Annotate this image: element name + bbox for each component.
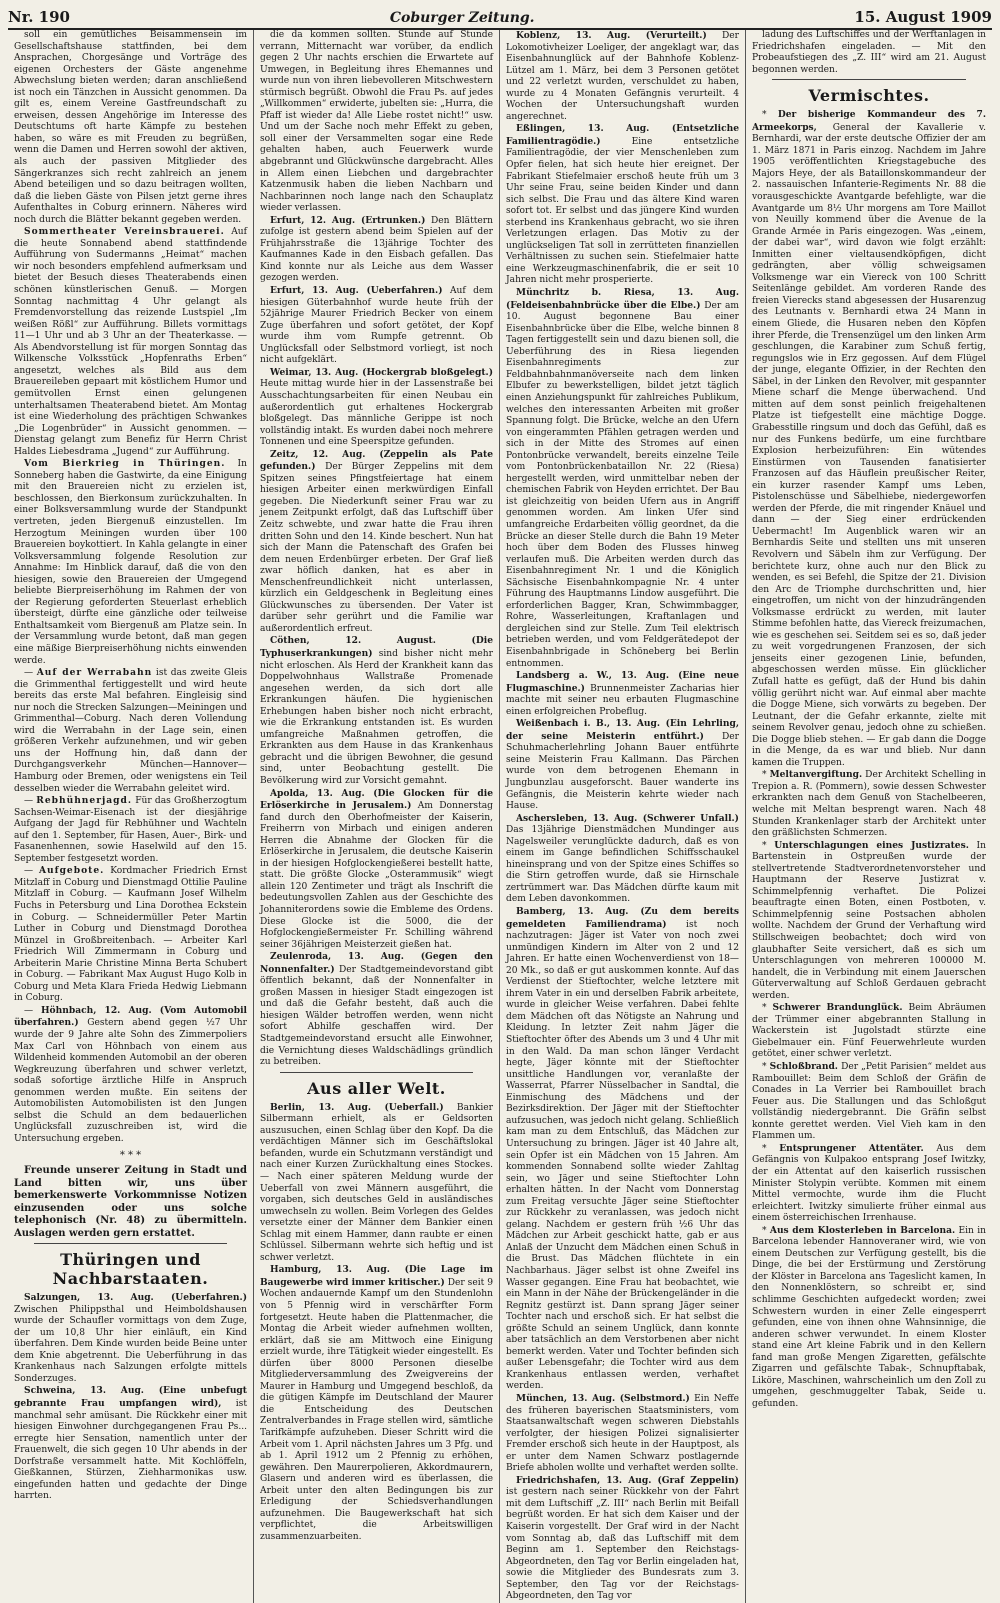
article <box>260 635 493 787</box>
article-body: Der am 10. August begonnene Bau einer Eisenbahnbrücke über die Elbe, welche binnen 8 Tagen fertiggestellt sein und dazu bienen soll, die Ueberführung des in Riesa liegenden Eisenbahnregiments zur Feldbahnbahnmanöverseite nach dem linken Elbufer zu bewerkstelligen, bildet jetzt täglich einen Anziehungspunkt für zahlreiches Publikum, welches den interessanten Arbeiten mit großer Spannung folgt. Die Brücke, welche an den Ufern von eingerammten Pfählen getragen werden und sich in der Mitte des Stromes auf einen Pontonbrücke verwandelt, bereits einzelne Teile vom Pontonbrückenbataillon Nr. 22 (Riesa) hergestellt werden, wird unmittelbar neben der chemischen Fabrik von Heyden errichtet. Der Bau ist gleichzeitig von beiden Ufern aus in Angriff genommen worden. Am linken Ufer sind umfangreiche Erdarbeiten völlig geordnet, da die Brücke an dieser Stelle durch die Bahn 19 Meter hoch über dem Boden des Flusses hinweg verlaufen muß. Die Arbeiten werden durch das Eisenbahnregiment Nr. 1 und die Königlich Sächsische Eisenbahnkompagnie Nr. 4 unter Führung des Hauptmanns Lindow ausgeführt. Die erforderlichen Bagger, Kran, Schwimmbagger, Rohre, Wasserleitungen, Kraftanlagen und dergleichen sind zur Stelle. Zum Teil elektrisch betrieben werden, und vom Feldgerätedepot der Eisenbahnbrigade in Schöneberg bei Berlin entnommen. <box>506 300 739 669</box>
article-body: Ein in Barcelona lebender Hannoveraner wird, wie von einem Deutschen zur Verfügung gestellt, bis die Dinge, die bei der Erstürmung und Zerstörung der Klöster in Barcelona ans Tageslicht kamen, In den Nonnenklöstern, so schreibt er, sind schlimme Geschichten aufgedeckt worden; zwei Schwestern wurden in einer Zelle eingesperrt gefunden, eine von ihnen ohne Wahnsinnige, die anderen schwer verwundet. In einem Kloster stand eine Art kleine Fabrik und in den Kellern fand man große Mengen Zigaretten, gefälschte Zigarren und gefälschte Tabak-, Schnupftabak, Liköre, Maschinen, wahrscheinlich um den Zoll zu umgehen, geschmuggelter Tabak, Seide u. gefunden. <box>752 1225 987 1409</box>
article-body: In Bartenstein in Ostpreußen wurde der stellvertretende Stadtverordnetenvorsteher und Hauptmann der Reserve Justizrat v. Schimmelpfennig verhaftet. Die Polizei beauftragte einen Boten, einen Postboten, v. Schimmelpfennig seine Postsachen abholen wollte. Nachdem der Grund der Verhaftung wird Stillschweigen beobachtet; doch wird von glaubhafter Seite versichert, daß es sich um Unterschlagungen von mehreren 100000 M. handelt, die in Verbindung mit einem Jauerschen Güterverwaltung auf Schloß Gerdauen gebracht werden. <box>752 840 986 1001</box>
article <box>14 1292 247 1385</box>
article-heading: Bamberg, 13. Aug. (Zu dem bereits gemeldeten Familiendrama) <box>506 906 739 930</box>
article-heading: Schweina, 13. Aug. (Eine unbefugt gebrannte Frau umpfangen wird), <box>14 1385 247 1409</box>
article-body: ist manchmal sehr amüsant. Die Rückkehr einer mit hiesigen Einwohner durchgegangenen Frau Ps... erregte hier Sensation, namentlich unter der Frauenwelt, die sich gegen 10 Uhr abends in der Dorfstraße versammelt hatte. Mit Kochlöffeln, Gießkannen, Stürzen, Ziehharmonikas usw. eingefunden hatten und gedachte der Dinge harrten. <box>14 1398 247 1502</box>
article: * Entsprungener Attentäter. Aus dem Gefängnis von Kulpakoo entsprang Josef Iwitzky, der ein Attentat auf den kaiserlich russischen Minister Stolypin verübte. Kommen mit einem Mittel vermochte, wurde ihm die Flucht erleichtert. Iwitzky simulierte früher einmal aus einem österreichischen Irrenhause. <box>752 1142 986 1224</box>
article-body: Das 13jährige Dienstmädchen Mundinger aus Nagelsweiler verunglückte dadurch, daß es von einem im Gange befindlichen Schiffsschaukel hineinsprang und von der Spitze eines Schiffes so die Stirn getroffen wurde, daß sie Hirnschale zertrümmert war. Das Mädchen dürfte kaum mit dem Leben davonkommen. <box>506 825 739 905</box>
article <box>260 1264 493 1543</box>
article-body: General der Kavallerie v. Bernhardi, war der erste deutsche Offizier der am 1. März 1871 in Paris einzog. Nachdem im Jahre 1905 veröffentlichten Kriegstagebuche des Majors Heye, der als Bataillonskommandeur der 2. nassauischen Infanterie-Regiments Nr. 88 die vorausgeschickte Avantgarde befehligte, war die Avantgarde um 8½ Uhr morgens am Tore Maillot von Neuilly kommend über die Avenue de la Grande Armée in Paris eingezogen. Was „einem, der dabei war“, wird davon wie folgt erzählt: Inmitten einer vieltausendköpfigen, dicht gedrängten, aber völlig schweigsamen Volksmenge war ein Viereck von 100 Schritt Seitenlänge gebildet. Am vorderen Rande des freien Vierecks stand abgesessen der Husarenzug des Leutnants v. Bernhardi etwa 24 Mann in einem Gliede, die Husaren neben den Köpfen ihrer Pferde, die Trensenzügel um den linken Arm geschlungen, die Karabiner zum Schuß fertig, regungslos wie in Erz gegossen. Auf dem Flügel der junge, elegante Offizier, in der Rechten den Säbel, in der Linken den Revolver, mit gespannter Miene scharf die Menge überwachend. Und mitten auf dem sonst peinlich freigehaltenen Platze ist tiefgestellt eine mächtige Dogge. Grabesstille ringsum und doch das Gefühl, daß es nur des Funkens bedürfe, um eine furchtbare Explosion herbeizuführen: Ein wütendes Einstürmen von Tausenden fanatisierter Franzosen auf das Häuflein preußischer Reiter, ein kurzer rasender Kampf ums Leben, Pistolenschüsse und Säbelhiebe, niedergeworfen werden der Pferde, die mit ringender Knäuel und dann — der Sieg einer erdrückenden Uebermacht! Im Augenblick waren wir an Bernhardis Seite und stellten uns mit unseren Revolvern und Säbeln ihm zur Verfügung. Der berichtete kurz, ohne auch nur den Blick zu wenden, es sei Befehl, die Spitze der 21. Division den Arc de Triomphe durchschritten und, hier eingetroffen, um nicht von der hinzudrängenden Volksmasse erdrückt zu werden, mit lauter Stimme befohlen hatte, das Viereck freizumachen, wie es geschehen sei. Seitdem sei es so, daß jeder zu weit vorgedrungenen Franzosen, der sich jenseits einer gezogenen Linie, befunden, abgeschossen werden müsse. Ein glücklicher Zufall hatte es gefügt, daß der Hund bis dahin völlig gerührt nicht war. Auf einmal aber machte die Dogge Miene, sich vorwärts zu begeben. Der Leutnant, der die Gefahr erkannte, zielte mit seinem Revolver genau, jedoch ohne zu schießen. Die Dogge blieb stehen. — Er gab dann die Dogge in die Menge, da es war und blieb. Nur dann kamen die Truppen. <box>752 122 986 768</box>
article-heading: Aus dem Klosterleben in Barcelona. <box>769 1224 956 1236</box>
article <box>260 449 493 636</box>
article <box>260 788 493 952</box>
divider <box>34 1243 227 1244</box>
article-body: sind bisher nicht mehr nicht erloschen. Als Herd der Krankheit kann das Doppelwohnhaus Wallstraße Promenade angesehen werden, da sich dort alle Erkrankungen häufen. Die hygienischen Erhebungen haben bisher noch nicht erbracht, wie die Erkrankung entstanden ist. Es wurden umfangreiche Maßnahmen getroffen, die Erkrankten aus dem Hause in das Krankenhaus gebracht und die übrigen Bewohner, die gesund sind, unter Beobachtung gestellt. Die Bevölkerung wird zur Vorsicht gemahnt. <box>260 648 493 786</box>
article-body: Bankier Silbermann erhielt, als er Geldsorten auszusuchen, einen Schlag über den Kopf. Da die verdächtigen Männer sich im Geschäftslokal befanden, wurde ein Schutzmann verständigt und nach einer Kurzen Zurückhaltung eines Stockes. — Nach einer späteren Meldung wurde der Ueberfall von zwei Männern ausgeführt, die vorgaben, sich deutsches Geld in ausländisches umwechseln zu wollen. Beim Vorlegen des Geldes versetzte einer der Männer dem Bankier einen Schlag mit einem Hammer, dann raubte er einen Schlüssel. Silbermann wehrte sich heftig und ist schwer verletzt. <box>260 1102 493 1263</box>
article-body: Brunnenmeister Zacharias hier machte mit seiner neu erbauten Flugmaschine einen erfolgreichen Probeflug. <box>506 683 739 717</box>
article-heading: Erfurt, 12. Aug. (Ertrunken.) <box>270 214 426 226</box>
article <box>506 1393 739 1475</box>
article-heading: Entsprungener Attentäter. <box>779 1142 924 1154</box>
column-4 <box>746 30 992 1603</box>
article-body: Kordmacher Friedrich Ernst Mitzlaff in Coburg und Dienstmagd Ottilie Pauline Mitzlaff in Coburg. — Kaufmann Josef Wilhelm Fuchs in Petersburg und Lina Dorothea Eckstein in Coburg. — Schneidermüller Peter Martin Luther in Coburg und Dienstmagd Dorothea Münzel in Großbreitenbach. — Arbeiter Karl Friedrich Will Zimmermann in Coburg und Arbeiterin Marie Christine Minna Berta Schubert in Coburg. — Fabrikant Max August Hugo Kolb in Coburg und Meta Klara Frieda Hedwig Liebmann in Coburg. <box>14 866 247 1004</box>
article-heading: Weimar, 13. Aug. (Hockergrab bloßgelegt.) <box>270 366 493 378</box>
article-heading: Erfurt, 13. Aug. (Ueberfahren.) <box>270 285 443 297</box>
divider <box>280 1072 473 1073</box>
article: — Höhnbach, 12. Aug. (Vom Automobil überfahren.) Gestern abend gegen ½7 Uhr wurde der 9 Jahre alte Sohn des Zimmerpoliers Max Carl von Höhnbach von einem aus Wildenheid kommenden Automobil an der oberen Wegkreuzung überfahren und schwer verletzt, sodaß sofortige ärztliche Hilfe in Anspruch genommen werden mußte. Ein seitens der Automobilisten Automobilisten ist den Jungen selbst die Schuld an dem bedauerlichen Unglücksfall zuzuschreiben ist, wird die Untersuchung ergeben. <box>14 1004 247 1144</box>
article-heading: Rebhühnerjagd. <box>36 795 133 807</box>
article-heading: Schloßbrand. <box>769 1061 838 1073</box>
article-heading: Landsberg a. W., 13. Aug. (Eine neue Flugmaschine.) <box>506 670 739 694</box>
article-heading: Vom Bierkrieg in Thüringen. <box>24 458 226 470</box>
article-body: Beim Abräumen der Trümmer einer abgebrannten Stallung in Wackerstein ist Jugolstadt stürzte eine Giebelmauer ein. Fünf Feuerwehrleute wurden getötet, einer schwer verletzt. <box>752 1003 986 1060</box>
article-body: ist das zweite Gleis die Grimmenthal fertiggestellt und wird heute bereits das erste Mal befahren. Eingleisig sind nur noch die Strecken Salzungen—Meiningen und Grimmenthal—Coburg. Nach deren Vollendung wird die Werrabahn in der Lage sein, einen größeren Verkehr aufzunehmen, und wir geben uns der Hoffnung hin, daß dann der Durchgangsverkehr München—Hannover—Hamburg oder Bremen, oder wenigstens ein Teil desselben wieder die Werrabahn geleitet wird. <box>14 668 247 794</box>
article-body: ist noch nachzutragen: Jäger ist Vater von noch zwei unmündigen Kindern im Alter von 2 und 12 Jahren. Er hatte einen Wochenverdienst von 18—20 Mk., so daß er gut auskommen konnte. Auf das Verdienst der Stieftochter, welche letztere mit ihrem Vater in ein und derselben Fabrik arbeitete, wurde in gleicher Weise verfahren. Dabei fehlte dem Mädchen oft das Nötigste an Nahrung und Kleidung. In letzter Zeit nahm Jäger die Stieftochter öfter des Abends um 3 und 4 Uhr mit in den Wald. Da man schon länger Verdacht hegte, Jäger könnte mit der Stieftochter unsittliche Handlungen vor, veranlaßte der Wasserrat, Pfarrer Nüsselbacher in Sandtal, die Einmischung des Mädchens und der Bezirksdirektion. Der Jäger mit der Stieftochter aufzusuchen, was jedoch nicht gelang. Schließlich kam man zu dem Entschluß, das Mädchen zur Untersuchung zu bringen. Jäger ist 40 Jahre alt, sein Opfer ist ein Mädchen von 15 Jahren. Am kommenden Sonnabend sollte wieder Zahltag sein, wo Jäger und seine Stieftochter Lohn erhalten hätten. In der Nacht vom Donnerstag zum Freitag versuchte Jäger seine Stieftochter zur Rückkehr zu veranlassen, was jedoch nicht gelang. Nachdem er gestern früh ½6 Uhr das Mädchen zur Arbeit geschickt hatte, gab er aus Anlaß der Unzucht dem Mädchen einen Schuß in die Brust. Das Mädchen flüchtete in ein Nachbarhaus. Jäger selbst ist ohne Zweifel ins Wasser gegangen. Eine Frau hat beobachtet, wie ein Mann in der Nähe der Brückengeländer in die Regnitz gestürzt ist. Dann sprang Jäger seiner Tochter nach und erschoß sich. Er hat selbst die größte Schuld an seinem Unglück, dann konnte aber tatsächlich an dem Verstorbenen aber nicht bemerkt werden. Vater und Tochter befinden sich außer Lebensgefahr; die Tochter wird aus dem Krankenhaus entlassen werden, verhaftet werden. <box>506 919 739 1392</box>
article <box>506 813 739 906</box>
article-heading: Cöthen, 12. August. (Die Typhuserkrankungen) <box>260 635 493 659</box>
article-body: Der Schuhmacherlehrling Johann Bauer entführte seine Meisterin Frau Kallmann. Das Pärchen wurde von dem betrogenen Ehemann in Jungbunzlau ausgeforscht. Bauer wanderte ins Gefängnis, die Meisterin kehrte wieder nach Hause. <box>506 731 739 812</box>
article: * Der bisherige Kommandeur des 7. Armeekorps, General der Kavallerie v. Bernhardi, war der erste deutsche Offizier der am 1. März 1871 in Paris einzog. Nachdem im Jahre 1905 veröffentlichten Kriegstagebuche des Majors Heye, der als Bataillonskommandeur der 2. nassauischen Infanterie-Regiments Nr. 88 die vorausgeschickte Avantgarde befehligte, war die Avantgarde um 8½ Uhr morgens am Tore Maillot von Neuilly kommend über die Avenue de la Grande Armée in Paris eingezogen. Was „einem, der dabei war“, wird davon wie folgt erzählt: Inmitten einer vieltausendköpfigen, dicht gedrängten, aber völlig schweigsamen Volksmenge war ein Viereck von 100 Schritt Seitenlänge gebildet. Am vorderen Rande des freien Vierecks stand abgesessen der Husarenzug des Leutnants v. Bernhardi etwa 24 Mann in einem Gliede, die Husaren neben den Köpfen ihrer Pferde, die Trensenzügel um den linken Arm geschlungen, die Karabiner zum Schuß fertig, regungslos wie in Erz gegossen. Auf dem Flügel der junge, elegante Offizier, in der Rechten den Säbel, in der Linken den Revolver, mit gespannter Miene scharf die Menge überwachend. Und mitten auf dem sonst peinlich freigehaltenen Platze ist tiefgestellt eine mächtige Dogge. Grabesstille ringsum und doch das Gefühl, daß es nur des Funkens bedürfe, um eine furchtbare Explosion herbeizuführen: Ein wütendes Einstürmen von Tausenden fanatisierter Franzosen auf das Häuflein preußischer Reiter, ein kurzer rasender Kampf ums Leben, Pistolenschüsse und Säbelhiebe, niedergeworfen werden der Pferde, die mit ringender Knäuel und dann — der Sieg einer erdrückenden Uebermacht! Im Augenblick waren wir an Bernhardis Seite und stellten uns mit unseren Revolvern und Säbeln ihm zur Verfügung. Der berichtete kurz, ohne auch nur den Blick zu wenden, es sei Befehl, die Spitze der 21. Division den Arc de Triomphe durchschritten und, hier eingetroffen, um nicht von der hinzudrängenden Volksmasse erdrückt zu werden, mit lauter Stimme befohlen hatte, das Viereck freizumachen, wie es geschehen sei. Seitdem sei es so, daß jeder zu weit vorgedrungenen Franzosen, der sich jenseits einer gezogenen Linie, befunden, abgeschossen werden müsse. Ein glücklicher Zufall hatte es gefügt, daß der Hund bis dahin völlig gerührt nicht war. Auf einmal aber machte die Dogge Miene, sich vorwärts zu begeben. Der Leutnant, der die Gefahr erkannte, zielte mit seinem Revolver genau, jedoch ohne zu schießen. Die Dogge blieb stehen. — Er gab dann die Dogge in die Menge, da es war und blieb. Nur dann kamen die Truppen. <box>752 109 986 768</box>
article-heading: Weißenbach i. B., 13. Aug. (Ein Lehrling, der seine Meisterin entführt.) <box>506 718 739 742</box>
article-body: Gestern abend gegen ½7 Uhr wurde der 9 Jahre alte Sohn des Zimmerpoliers Max Carl von Höhnbach von einem aus Wildenheid kommenden Automobil an der oberen Wegkreuzung überfahren und schwer verletzt, sodaß sofortige ärztliche Hilfe in Anspruch genommen werden mußte. Ein seitens der Automobilisten Automobilisten ist den Jungen selbst die Schuld an dem bedauerlichen Unglücksfall zuzuschreiben ist, wird die Untersuchung ergeben. <box>14 1018 247 1144</box>
article <box>506 30 739 123</box>
article <box>506 287 739 670</box>
article <box>506 1475 739 1603</box>
article-heading: Aufgebote. <box>38 865 105 877</box>
article: — Rebhühnerjagd. Für das Großherzogtum Sachsen-Weimar-Eisenach ist der diesjährige Aufgang der Jagd für Rebhühner und Wachteln auf den 1. September, für Hasen, Auer-, Birk- und Fasanenhennen, sowie Haselwild auf den 15. September festgesetzt worden. <box>14 795 247 864</box>
article-body: Für das Großherzogtum Sachsen-Weimar-Eisenach ist der diesjährige Aufgang der Jagd für Rebhühner und Wachteln auf den 1. September, für Hasen, Auer-, Birk- und Fasanenhennen, sowie Haselwild auf den 15. September festgesetzt worden. <box>14 796 247 864</box>
article-body: In Sonneberg haben die Gastwirte, da eine Einigung mit den Brauereien nicht zu erzielen ist, beschlossen, den Bierkonsum zurückzuhalten. In einer Bolksversammlung wurde der Standpunkt vertreten, jeden Biergenuß einzustellen. Im Herzogtum Meiningen wurden über 100 Brauereien boykottiert. In Kahla gelangte in einer Volksversammlung folgende Resolution zur Annahme: Im Hinblick darauf, daß die von den hiesigen, sowie den Brauereien der Umgegend beliebte Bierpreiserhöhung im Rahmen der von der Regierung geforderten Steuerlast erheblich übersteigt, dürfte eine gänzliche oder teilweise Enthaltsamkeit vom Biergenuß am Platze sein. In der Versammlung wurde betont, daß man gegen eine mäßige Bierpreiserhöhung nichts einwenden werde. <box>14 459 247 666</box>
article-body: Ein Neffe des früheren bayerischen Staatsministers, vom Staatsanwaltschaft wegen schweren Diebstahls verfolgter, der hiesigen Polizei signalisierter Fremder erschoß sich heute in der Hauptpost, als er unter dem Namen Schwarz postlagernde Briefe abholen wollte und verhaftet werden sollte. <box>506 1393 739 1474</box>
article: * Schloßbrand. Der „Petit Parisien“ meldet aus Rambouillet: Beim dem Schloß der Gräfin de Conades in La Verrier bei Rambouillet brach Feuer aus. Die Stallungen und das Schloßgut vollständig niedergebrannt. Die Gräfin selbst konnte gerettet werden. Viel Vieh kam in den Flammen um. <box>752 1061 986 1142</box>
article-heading: München, 13. Aug. (Selbstmord.) <box>516 1392 690 1404</box>
article <box>260 215 493 285</box>
article-heading: Koblenz, 13. Aug. (Verurteilt.) <box>516 30 707 41</box>
article: — Auf der Werrabahn ist das zweite Gleis die Grimmenthal fertiggestellt und wird heute bereits das erste Mal befahren. Eingleisig sind nur noch die Strecken Salzungen—Meiningen und Grimmenthal—Coburg. Nach deren Vollendung wird die Werrabahn in der Lage sein, einen größeren Verkehr aufzunehmen, und wir geben uns der Hoffnung hin, daß dann der Durchgangsverkehr München—Hannover—Hamburg oder Bremen, oder wenigstens ein Teil desselben wieder die Werrabahn geleitet wird. <box>14 667 247 794</box>
article-heading: Höhnbach, 12. Aug. (Vom Automobil überfahren.) <box>14 1004 247 1029</box>
article-heading: Salzungen, 13. Aug. (Ueberfahren.) <box>24 1292 247 1304</box>
column-3 <box>500 30 746 1603</box>
article-heading: Apolda, 13. Aug. (Die Glocken für die Erlöserkirche in Jerusalem.) <box>260 787 493 812</box>
article-body: Den Blättern zufolge ist gestern abend beim Spielen auf der Frühjahrsstraße die 13jährige Tochter des Kaufmannes Kade in den Eisbach gefallen. Das Kind konnte nur als Leiche aus dem Wasser gezogen werden. <box>260 215 493 284</box>
article-body: ist gestern nach seiner Rückkehr von der Fahrt mit dem Luftschiff „Z. III“ nach Berlin mit Beifall begrüßt worden. Er hat sich dem Kaiser und der Kaiserin vorgestellt. Der Graf wird in der Nacht vom Sonntag ab, daß das Luftschiff mit dem Beginn am 1. September den Reichstags-Abgeordneten, den Tag vor Berlin eingeladen hat, sowie die Mitglieder des Bundesrats zum 3. September, den Tag vor der Reichstags-Abgeordneten, den Tag vor <box>506 1487 739 1602</box>
article: * Meltanvergiftung. Der Architekt Schelling in Trepion a. R. (Pommern), sowie dessen Schwester erkrankten nach dem Genuß von Stachelbeeren, welche mit Meltan besprengt waren. Nach 48 Stunden Krankenlager starb der Architekt unter den gräßlichsten Schmerzen. <box>752 769 986 839</box>
article <box>506 718 739 812</box>
article-heading: Hamburg, 13. Aug. (Die Lage im Baugewerbe wird immer kritischer.) <box>260 1264 493 1288</box>
article <box>260 951 493 1068</box>
article-body: Der Architekt Schelling in Trepion a. R. (Pommern), sowie dessen Schwester erkrankten nach dem Genuß von Stachelbeeren, welche mit Meltan besprengt waren. Nach 48 Stunden Krankenlager starb der Architekt unter den gräßlichsten Schmerzen. <box>752 770 986 839</box>
article: — Aufgebote. Kordmacher Friedrich Ernst Mitzlaff in Coburg und Dienstmagd Ottilie Pauline Mitzlaff in Coburg. — Kaufmann Josef Wilhelm Fuchs in Petersburg und Lina Dorothea Eckstein in Coburg. — Schneidermüller Peter Martin Luther in Coburg und Dienstmagd Dorothea Münzel in Großbreitenbach. — Arbeiter Karl Friedrich Will Zimmermann in Coburg und Arbeiterin Marie Christine Minna Berta Schubert in Coburg. — Fabrikant Max August Hugo Kolb in Coburg und Meta Klara Frieda Hedwig Liebmann in Coburg. <box>14 865 247 1004</box>
article-heading: Friedrichshafen, 13. Aug. (Graf Zeppelin) <box>516 1474 739 1486</box>
article-text: die da kommen sollten. Stunde auf Stunde verrann, Mitternacht war vorüber, da endlich gegen 2 Uhr nachts erschien die Erwartete auf Umwegen, in Begleitung ihres Ehemannes und wurde nun von ihren liebevolleren Mitschwestern stürmisch begrüßt. Obwohl die Frau Ps. auf jedes „Willkommen“ erwiderte, jubelten sie: „Hurra, die Pfaff ist wieder da! Alle Liebe rostet nicht!“ usw. Und um der Sache noch mehr Effekt zu geben, soll einer der Versammelten sogar eine Rede gehalten haben, auch Feuerwerk wurde abgebrannt und Glückwünsche dargebracht. Alles in Allem einen Liebchen und dargebrachter Katzenmusik haben die lieben Nachbarn und Nachbarinnen noch lange nach den Schauplatz wieder verlassen. <box>260 30 493 214</box>
article-heading: Der bisherige Kommandeur des 7. Armeekorps, <box>752 109 986 133</box>
article <box>506 906 739 1393</box>
article-heading: Meltanvergiftung. <box>769 769 863 781</box>
article-body: Zwischen Philippsthal und Heimboldshausen wurde der Schaufler vormittags von dem Zuge, der um 10,8 Uhr hier einläuft, ein Kind überfahren. Dem Kinde wurden beide Beine unter dem Knie abgetrennt. Die Ueberführung in das Krankenhaus nach Salzungen erfolgte mittels Sonderzuges. <box>14 1304 247 1384</box>
section-heading: Aus aller Welt. <box>307 1078 446 1098</box>
article-heading: Schwerer Brandunglück. <box>772 1002 903 1014</box>
article-body: Der Lokomotivheizer Loeliger, der angeklagt war, das Eisenbahnunglück auf der Bahnhofe Koblenz-Lützel am 1. März, bei dem 3 Personen getötet und 22 verletzt wurden, verschuldet zu haben, wurde zu 4 Monaten Gefängnis verurteilt. 4 Wochen der Untersuchungshaft wurden angerechnet. <box>506 31 739 122</box>
article-body: Aus dem Gefängnis von Kulpakoo entsprang Josef Iwitzky, der ein Attentat auf den kaiserlich russischen Minister Stolypin verübte. Kommen mit einem Mittel vermochte, wurde ihm die Flucht erleichtert. Iwitzky simulierte früher einmal aus einem österreichischen Irrenhause. <box>752 1143 986 1224</box>
article-heading: Zeulenroda, 13. Aug. (Gegen den Nonnenfalter.) <box>260 951 493 975</box>
article-text: ladung des Luftschiffes und der Werftanlagen in Friedrichshafen eingeladen. — Mit den Probeaufstiegen des „Z. III“ wird am 21. August begonnen werden. <box>752 30 986 75</box>
article: * Unterschlagungen eines Justizrates. In Bartenstein in Ostpreußen wurde der stellvertretende Stadtverordnetenvorsteher und Hauptmann der Reserve Justizrat v. Schimmelpfennig verhaftet. Die Polizei beauftragte einen Boten, einen Postboten, v. Schimmelpfennig seine Postsachen abholen wollte. Nachdem der Grund der Verhaftung wird Stillschweigen beobachtet; doch wird von glaubhafter Seite versichert, daß es sich um Unterschlagungen von mehreren 100000 M. handelt, die in Verbindung mit einem Jauerschen Güterverwaltung auf Schloß Gerdauen gebracht werden. <box>752 839 986 1001</box>
article-heading: Sommertheater Vereinsbrauerei. <box>24 226 225 238</box>
article: * Aus dem Klosterleben in Barcelona. Ein in Barcelona lebender Hannoveraner wird, wie von einem Deutschen zur Verfügung gestellt, bis die Dinge, die bei der Erstürmung und Zerstörung der Klöster in Barcelona ans Tageslicht kamen, In den Nonnenklöstern, so schreibt er, sind schlimme Geschichten aufgedeckt worden; zwei Schwestern wurden in einer Zelle eingesperrt gefunden, eine von ihnen ohne Wahnsinnige, die anderen schwer verwundet. In einem Kloster stand eine Art kleine Fabrik und in den Kellern fand man große Mengen Zigaretten, gefälschte Zigarren und gefälschte Tabak-, Schnupftabak, Liköre, Maschinen, wahrscheinlich um den Zoll zu umgehen, geschmuggelter Tabak, Seide u. gefunden. <box>752 1224 987 1409</box>
article <box>506 123 739 287</box>
article <box>260 367 493 449</box>
article-body: Auf die heute Sonnabend abend stattfindende Aufführung von Sudermanns „Heimat“ machen wir noch besonders empfehlend aufmerksam und bietet der Besuch dieses Theaterabends einen schönen künstlerischen Genuß. — Morgen Sonntag nachmittag 4 Uhr gelangt als Fremdenvorstellung das reizende Lustspiel „Im weißen Rößl“ zur Aufführung. Billets vormittags 11—1 Uhr und ab 3 Uhr an der Theaterkasse. — Als Abendvorstellung ist für morgen Sonntag das Wilkensche Volksstück „Hopfenraths Erben“ angesetzt, welches als Bild aus dem Brauereileben gepaart mit köstlichem Humor und gemütvollen Ernst einen gelungenen unterhaltsamen Theaterabend bietet. Am Montag ist eine Wiederholung des prächtigen Schwankes „Die Logenbrüder“ in Aussicht genommen. — Dienstag gelangt zum Benefiz für Herrn Christ Haldes Liebesdrama „Jugend“ zur Aufführung. <box>14 227 247 457</box>
divider <box>772 79 966 80</box>
article: * Schwerer Brandunglück. Beim Abräumen der Trümmer einer abgebrannten Stallung in Wackerstein ist Jugolstadt stürzte eine Giebelmauer ein. Fünf Feuerwehrleute wurden getötet, einer schwer verletzt. <box>752 1002 986 1060</box>
section-heading: Thüringen und Nachbarstaaten. <box>52 1250 209 1289</box>
article-heading: Münchritz b. Riesa, 13. Aug. (Feldeisenbahnbrücke über die Elbe.) <box>506 287 739 311</box>
article-body: Der Stadtgemeindevorstand gibt öffentlich bekannt, daß der Nonnenfalter in großen Massen in hiesiger Stadt eingezogen ist und daß die Gefahr besteht, daß auch die hiesigen Wälder betroffen werden, wenn nicht sofort Abhilfe geschaffen wird. Der Stadtgemeindevorstand ersucht alle Einwohner, die Vernichtung dieses Waldschädlings gründlich zu betreiben. <box>260 964 493 1068</box>
column-1 <box>8 30 254 1603</box>
article-heading: Aschersleben, 13. Aug. (Schwerer Unfall.) <box>516 812 739 824</box>
column-2 <box>254 30 500 1603</box>
article-body: Am Donnerstag fand durch den Oberhofmeister der Kaiserin, Freiherrn von Mirbach und einigen anderen Herren die Abnahme der Glocken für die Erlöserkirche in Jerusalem, die deutsche Kaiserin in der hiesigen Hofglockengießerei bestellt hatte, statt. Die größte Glocke „Osterammusik“ wiegt allein 120 Zentimeter und trägt als Inschrift die bedeutungsvollen Zahlen aus der Geschichte des Johanniterordens sowie die Embleme des Ordens. Diese Glocke ist die 5000, die der Hofglockengießermeister Fr. Schilling während seiner 36jährigen Meisterzeit gießen hat. <box>260 801 493 950</box>
page-columns <box>8 30 992 1602</box>
article <box>14 1385 247 1502</box>
article-heading: Eßlingen, 13. Aug. (Entsetzliche Familientragödie.) <box>506 123 739 147</box>
article <box>14 226 247 458</box>
masthead <box>8 4 992 30</box>
article-heading: Berlin, 13. Aug. (Ueberfall.) <box>270 1101 444 1113</box>
article <box>14 458 247 667</box>
article-body: Heute mittag wurde hier in der Lassenstraße bei Ausschachtungsarbeiten für einen Neubau ein außerordentlich gut erhaltenes Hockergrab bloßgelegt. Das männliche Gerippe ist noch vollständig intakt. Es wurden dabei noch mehrere Tonnenen und eine Speerspitze gefunden. <box>260 379 493 448</box>
article-body: Der seit 9 Wochen andauernde Kampf um den Stundenlohn von 5 Pfennig wird in verschärfter Form fortgesetzt. Heute haben die Plattenmacher, die Montag die Arbeit wieder aufnehmen wollten, erklärt, daß sie am Mittwoch eine Einigung erzielt wurde, ihre Tätigkeit wieder eingestellt. Es dürfen über 8000 Personen dieselbe Mitgliederversammlung des Zweigvereins der Maurer in Hamburg und Umgegend beschloß, da die gütigen Kämpfe im Deutschland der Maurer die Entscheidung des Deutschen Zentralverbandes in Frage stellen wird, sämtliche Tarifkämpfe aufzuheben. Dieser Schritt wird die Arbeit vom 1. April nächsten Jahres um 3 Pfg. und ab 1. April 1912 um 2 Pfennig zu erhöhen, gewähren. Den Maurerpolieren, Akkordmaurern, Glasern und anderen wird es überlassen, die Arbeit unter den alten Bedingungen bis zur Erledigung der Schiedsverhandlungen aufzunehmen. Die Baugewerkschaft hat sich verpflichtet, die Arbeitswilligen zusammenzuarbeiten. <box>260 1277 493 1542</box>
article-body: Der „Petit Parisien“ meldet aus Rambouillet: Beim dem Schloß der Gräfin de Conades in La Verrier bei Rambouillet brach Feuer aus. Die Stallungen und das Schloßgut vollständig niedergebrannt. Die Gräfin selbst konnte gerettet werden. Viel Vieh kam in den Flammen um. <box>752 1062 986 1142</box>
reader-notice: Freunde unserer Zeitung in Stadt und Land bitten wir, uns über bemerkenswerte Vorkommnisse Notizen einzusenden oder uns solche telephonisch (Nr. 48) zu übermitteln. Auslagen werden gern erstattet. <box>14 1165 247 1239</box>
article-text: soll ein gemütliches Beisammensein im Gesellschaftshause stattfinden, bei dem Ansprachen, Chorgesänge und Vorträge des eigenen Orchesters der Gäste angenehme Abwechslung bieten werden; daran anschließend ist noch ein Tänzchen in Aussicht genommen. Da gilt es, einem Vereine Gastfreundschaft zu erweisen, dessen Angehörige im Interesse des Deutschtums oft harte Kämpfe zu bestehen haben, so wäre es mit Freuden zu begrüßen, wenn die Damen und Herren sowohl der aktiven, als auch der passiven Mitglieder des Sängerkranzes sich recht zahlreich an jenem Abend beteiligen und so dazu beitragen wollten, daß die lieben Gäste von Pilsen jetzt gerne ihres Aufenthaltes in Coburg erinnern. Näheres wird noch durch die Blätter bekannt gegeben werden. <box>14 30 247 225</box>
article-heading: Auf der Werrabahn <box>36 667 153 679</box>
article-heading: Unterschlagungen eines Justizrates. <box>774 839 969 851</box>
article-body: Der Bürger Zeppelins mit dem Spitzen seines Pfingstfeiertage hat einem hiesigen Arbeiter einen merkwürdigen Einfall gegeben. Die Niederkunft seiner Frau war zu jenem Zeitpunkt erfolgt, daß das Luftschiff über Zeitz schwebte, und zwar hatte die Frau ihren dritten Sohn und den 14. Kinde beschert. Nun hat sich der Mann die Patenschaft des Grafen bei dem neuen Erdenbürger erbeten. Der Graf ließ zwar höflich danken, hat es aber in Menschenfreundlichkeit nicht unterlassen, kürzlich ein Geldgeschenk in Begleitung eines Glückwunsches zu übersenden. Der Vater ist darüber sehr gerührt und die Familie war außerordentlich erfreut. <box>260 462 493 634</box>
article <box>506 670 739 718</box>
newspaper-title: Coburger Zeitung. <box>389 10 535 26</box>
article <box>260 1102 493 1265</box>
issue-number: Nr. 190 <box>8 8 70 26</box>
article-heading: Zeitz, 12. Aug. (Zeppelin als Pate gefunden.) <box>260 448 493 473</box>
separator: * * * <box>119 1149 142 1161</box>
article <box>260 285 493 367</box>
section-heading: Vermischtes. <box>808 86 930 106</box>
issue-date: 15. August 1909 <box>854 8 992 26</box>
article-body: Eine entsetzliche Familientragödie, der vier Menschenleben zum Opfer fielen, hat sich heute hier ereignet. Der Fabrikant Stiefelmaier erschoß heute früh um 3 Uhr seine Frau, seine beiden Kinder und dann sich selbst. Die Frau und das ältere Kind waren sofort tot. Er selbst und das jüngere Kind wurden sterbend ins Krankenhaus gebracht, wo sie ihren Verletzungen erlagen. Das Motiv zu der unglückseligen Tat soll in zerrütteten finanziellen Verhältnissen zu suchen sein. Stiefelmaier hatte eine Werkzeugmaschinenfabrik, die er seit 10 Jahren nicht mehr prosperierte. <box>506 136 739 286</box>
article-body: Auf dem hiesigen Güterbahnhof wurde heute früh der 52jährige Maurer Friedrich Becker von einem Zuge überfahren und sofort getötet, der Kopf wurde ihm vom Rumpfe getrennt. Ob Unglücksfall oder Selbstmord vorliegt, ist noch nicht aufgeklärt. <box>260 286 493 366</box>
